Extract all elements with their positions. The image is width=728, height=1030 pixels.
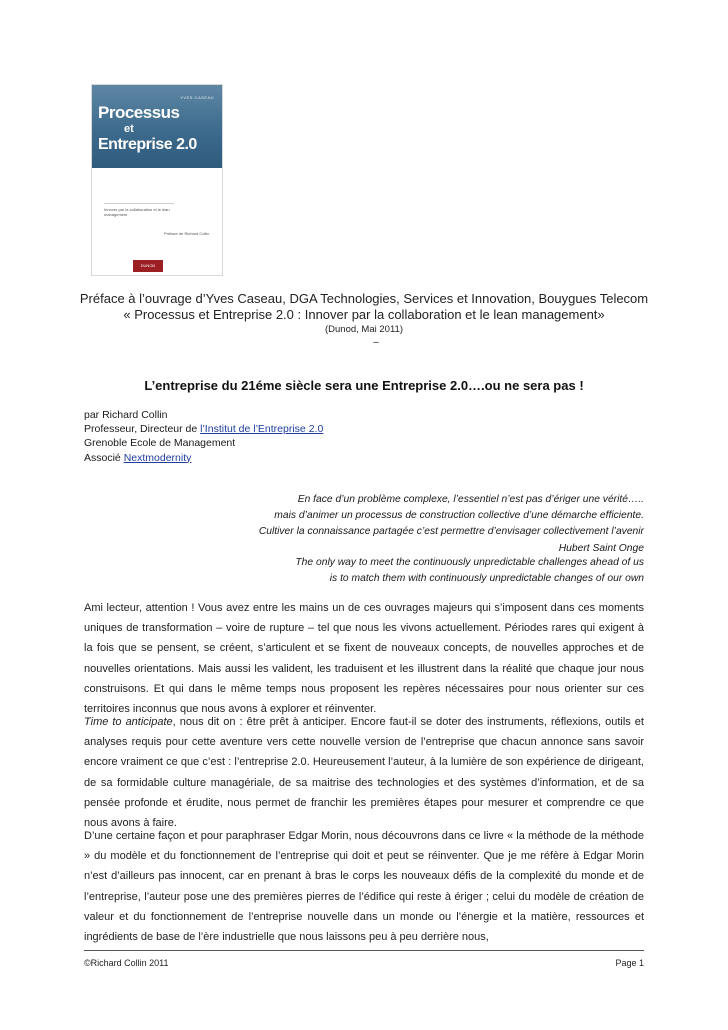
- cover-author: YVES CASEAU: [180, 95, 214, 100]
- footer-copyright: ©Richard Collin 2011: [84, 958, 169, 968]
- author-byline: par Richard Collin: [84, 409, 168, 421]
- preface-heading: Préface à l’ouvrage d’Yves Caseau, DGA Technologies, Services et Innovation, Bouygues Telecom: [79, 291, 649, 306]
- footer-page-number: Page 1: [615, 958, 644, 968]
- paragraph-2-text: , nous dit on : être prêt à anticiper. Encore faut-il se doter des instruments, réflexions, outils et analyses requis pour cette aventure vers cette nouvelle version de l’entreprise que chacun annonce sans savoir encore vraiment ce que c’est : l’entreprise 2.0. Heureusement l’auteur, à la lumière de son expérience de dirigeant, de sa formidable culture managériale, de sa maitrise des technologies et des systèmes d’information, et de sa pensée profonde et érudite, nous permet de franchir les premières étapes pour mesurer et comprendre ce que nous avons à faire.: [84, 716, 644, 830]
- book-cover-image: [91, 84, 223, 276]
- author-association: [84, 451, 323, 465]
- publisher-logo: DUNOD: [133, 260, 163, 272]
- cover-subtitle: Innover par la collaboration et le lean management: [104, 207, 170, 217]
- paragraph-2-italic: Time to anticipate: [84, 716, 173, 728]
- quote1-attribution: Hubert Saint Onge: [558, 542, 644, 554]
- epigraph-quote-1: [259, 492, 644, 557]
- paragraph-3: D’une certaine façon et pour paraphraser Edgar Morin, nous découvrons dans ce livre « la méthode de la méthode » du modèle et du fonctionnement de l’entreprise qui doit et peut se réinventer. Que je me réfère à Edgar Morin n’est d’ailleurs pas innocent, car en prenant à bras le corps les nouveaux défis de la complexité du monde et de l’entreprise, l’auteur pose une des premières pierres de l’édifice qui reste à ériger ; celui du modèle de création de valeur et du fonctionnement de l’entreprise nouvelle dans un monde ou l’énergie et la matière, ressources et ingrédients de base de l’ère industrielle que nous laissons peu à peu derrière nous,: [84, 830, 644, 944]
- cover-rule: [104, 203, 174, 204]
- paragraph-1: Ami lecteur, attention ! Vous avez entre les mains un de ces ouvrages majeurs qui s’imposent dans ces moments uniques de transformation – voire de rupture – tel que nous les vivons actuellement. Périodes rares qui exigent à la fois que se pensent, se créent, s’articulent et se fixent de nouveaux concepts, de nouvelles approches et de nouvelles orientations. Mais aussi les valident, les traduisent et les illustrent dans la réalité que chaque jour nous construisons. Et qui dans le même temps nous proposent les repères nécessaires pour nous orienter sur ces territoires inconnus que nous avons à explorer et réinventer.: [84, 602, 644, 716]
- quote1-line2: mais d’animer un processus de construction collective d’une démarche efficiente.: [274, 510, 644, 522]
- epigraph-quote-2: [295, 555, 644, 587]
- quote1-line3: Cultiver la connaissance partagée c’est permettre d’envisager collectivement l’avenir: [258, 526, 644, 538]
- paragraph-2: [84, 712, 644, 833]
- author-role-prefix: Professeur, Directeur de: [84, 423, 201, 436]
- quote1-line1: En face d’un problème complexe, l’essentiel n’est pas d’ériger une vérité…..: [297, 494, 644, 505]
- separator-dash: –: [373, 337, 379, 348]
- footer-rule: [84, 950, 644, 951]
- article-title: L’entreprise du 21éme siècle sera une Entreprise 2.0….ou ne sera pas !: [144, 378, 584, 393]
- cover-preface: Préface de Richard Collin: [164, 231, 210, 236]
- book-title-heading: « Processus et Entreprise 2.0 : Innover par la collaboration et le lean management»: [123, 307, 605, 322]
- publisher-date: (Dunod, Mai 2011): [325, 324, 403, 335]
- quote2-line1: The only way to meet the continuously unpredictable challenges ahead of us: [295, 557, 644, 568]
- author-assoc-prefix: Associé: [84, 451, 124, 464]
- cover-title-line3: Entreprise 2.0: [98, 136, 197, 153]
- nextmodernity-link[interactable]: Nextmodernity: [123, 451, 192, 464]
- institut-link[interactable]: l’Institut de l’Entreprise 2.0: [200, 423, 324, 436]
- author-block: [84, 408, 323, 465]
- cover-title-line2: et: [124, 123, 134, 135]
- author-role: [84, 422, 323, 436]
- quote2-line2: is to match them with continuously unpredictable changes of our own: [329, 573, 644, 585]
- cover-title-line1: Processus: [98, 103, 180, 122]
- author-school: Grenoble Ecole de Management: [84, 437, 236, 450]
